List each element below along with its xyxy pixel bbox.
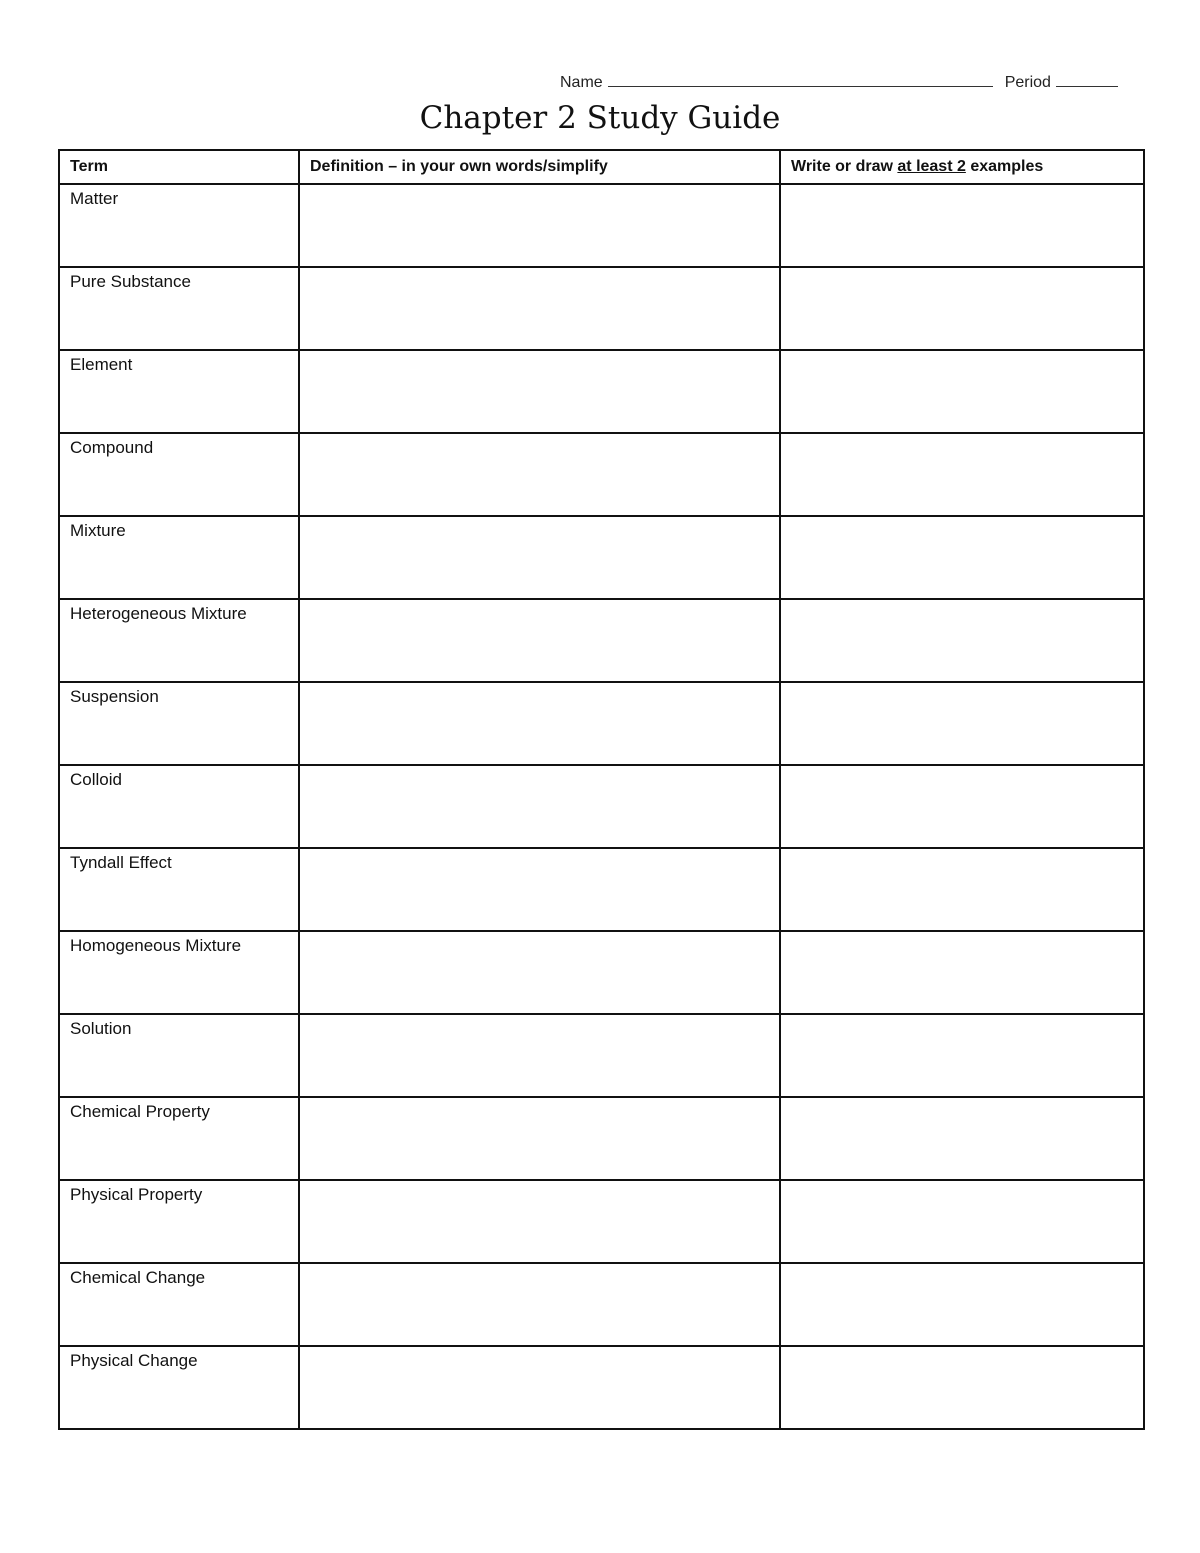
name-period-line xyxy=(560,72,1118,92)
table-row xyxy=(59,1014,1144,1097)
examples-cell[interactable] xyxy=(780,931,1144,1014)
examples-cell[interactable] xyxy=(780,267,1144,350)
term-cell: Heterogeneous Mixture xyxy=(59,599,299,682)
definition-cell[interactable] xyxy=(299,599,780,682)
table-row xyxy=(59,1263,1144,1346)
name-field[interactable] xyxy=(608,72,993,87)
definition-cell[interactable] xyxy=(299,1346,780,1429)
definition-cell[interactable] xyxy=(299,765,780,848)
examples-cell[interactable] xyxy=(780,765,1144,848)
examples-cell[interactable] xyxy=(780,184,1144,267)
table-row xyxy=(59,848,1144,931)
table-row xyxy=(59,1346,1144,1429)
period-field[interactable] xyxy=(1056,72,1118,87)
definition-cell[interactable] xyxy=(299,931,780,1014)
examples-cell[interactable] xyxy=(780,1346,1144,1429)
examples-cell[interactable] xyxy=(780,516,1144,599)
table-row xyxy=(59,682,1144,765)
term-cell: Physical Property xyxy=(59,1180,299,1263)
definition-cell[interactable] xyxy=(299,267,780,350)
definition-cell[interactable] xyxy=(299,1180,780,1263)
period-label: Period xyxy=(1004,74,1051,91)
examples-header-prefix: Write or draw xyxy=(791,158,898,175)
definition-cell[interactable] xyxy=(299,1263,780,1346)
column-header-term: Term xyxy=(59,150,299,184)
table-row xyxy=(59,765,1144,848)
examples-cell[interactable] xyxy=(780,350,1144,433)
examples-cell[interactable] xyxy=(780,848,1144,931)
examples-cell[interactable] xyxy=(780,433,1144,516)
examples-cell[interactable] xyxy=(780,1014,1144,1097)
term-cell: Compound xyxy=(59,433,299,516)
examples-cell[interactable] xyxy=(780,599,1144,682)
table-row xyxy=(59,433,1144,516)
definition-cell[interactable] xyxy=(299,433,780,516)
examples-cell[interactable] xyxy=(780,1180,1144,1263)
table-row xyxy=(59,184,1144,267)
term-cell: Matter xyxy=(59,184,299,267)
table-row xyxy=(59,1180,1144,1263)
definition-cell[interactable] xyxy=(299,516,780,599)
examples-header-suffix: examples xyxy=(965,158,1044,175)
examples-cell[interactable] xyxy=(780,682,1144,765)
table-row xyxy=(59,516,1144,599)
name-label: Name xyxy=(560,74,603,91)
table-row xyxy=(59,931,1144,1014)
term-cell: Colloid xyxy=(59,765,299,848)
definition-cell[interactable] xyxy=(299,682,780,765)
definition-cell[interactable] xyxy=(299,1014,780,1097)
study-guide-table xyxy=(58,149,1145,1430)
definition-cell[interactable] xyxy=(299,848,780,931)
table-row xyxy=(59,1097,1144,1180)
examples-cell[interactable] xyxy=(780,1097,1144,1180)
definition-cell[interactable] xyxy=(299,350,780,433)
table-row xyxy=(59,599,1144,682)
examples-header-underlined: at least 2 xyxy=(897,158,966,175)
definition-cell[interactable] xyxy=(299,1097,780,1180)
table-row xyxy=(59,350,1144,433)
term-cell: Pure Substance xyxy=(59,267,299,350)
column-header-definition: Definition – in your own words/simplify xyxy=(299,150,780,184)
term-cell: Tyndall Effect xyxy=(59,848,299,931)
page-title: Chapter 2 Study Guide xyxy=(419,100,781,136)
term-cell: Chemical Property xyxy=(59,1097,299,1180)
term-cell: Solution xyxy=(59,1014,299,1097)
term-cell: Chemical Change xyxy=(59,1263,299,1346)
term-cell: Mixture xyxy=(59,516,299,599)
definition-cell[interactable] xyxy=(299,184,780,267)
column-header-examples xyxy=(780,150,1144,184)
table-header-row xyxy=(59,150,1144,184)
term-cell: Element xyxy=(59,350,299,433)
term-cell: Homogeneous Mixture xyxy=(59,931,299,1014)
term-cell: Physical Change xyxy=(59,1346,299,1429)
table-row xyxy=(59,267,1144,350)
examples-cell[interactable] xyxy=(780,1263,1144,1346)
term-cell: Suspension xyxy=(59,682,299,765)
